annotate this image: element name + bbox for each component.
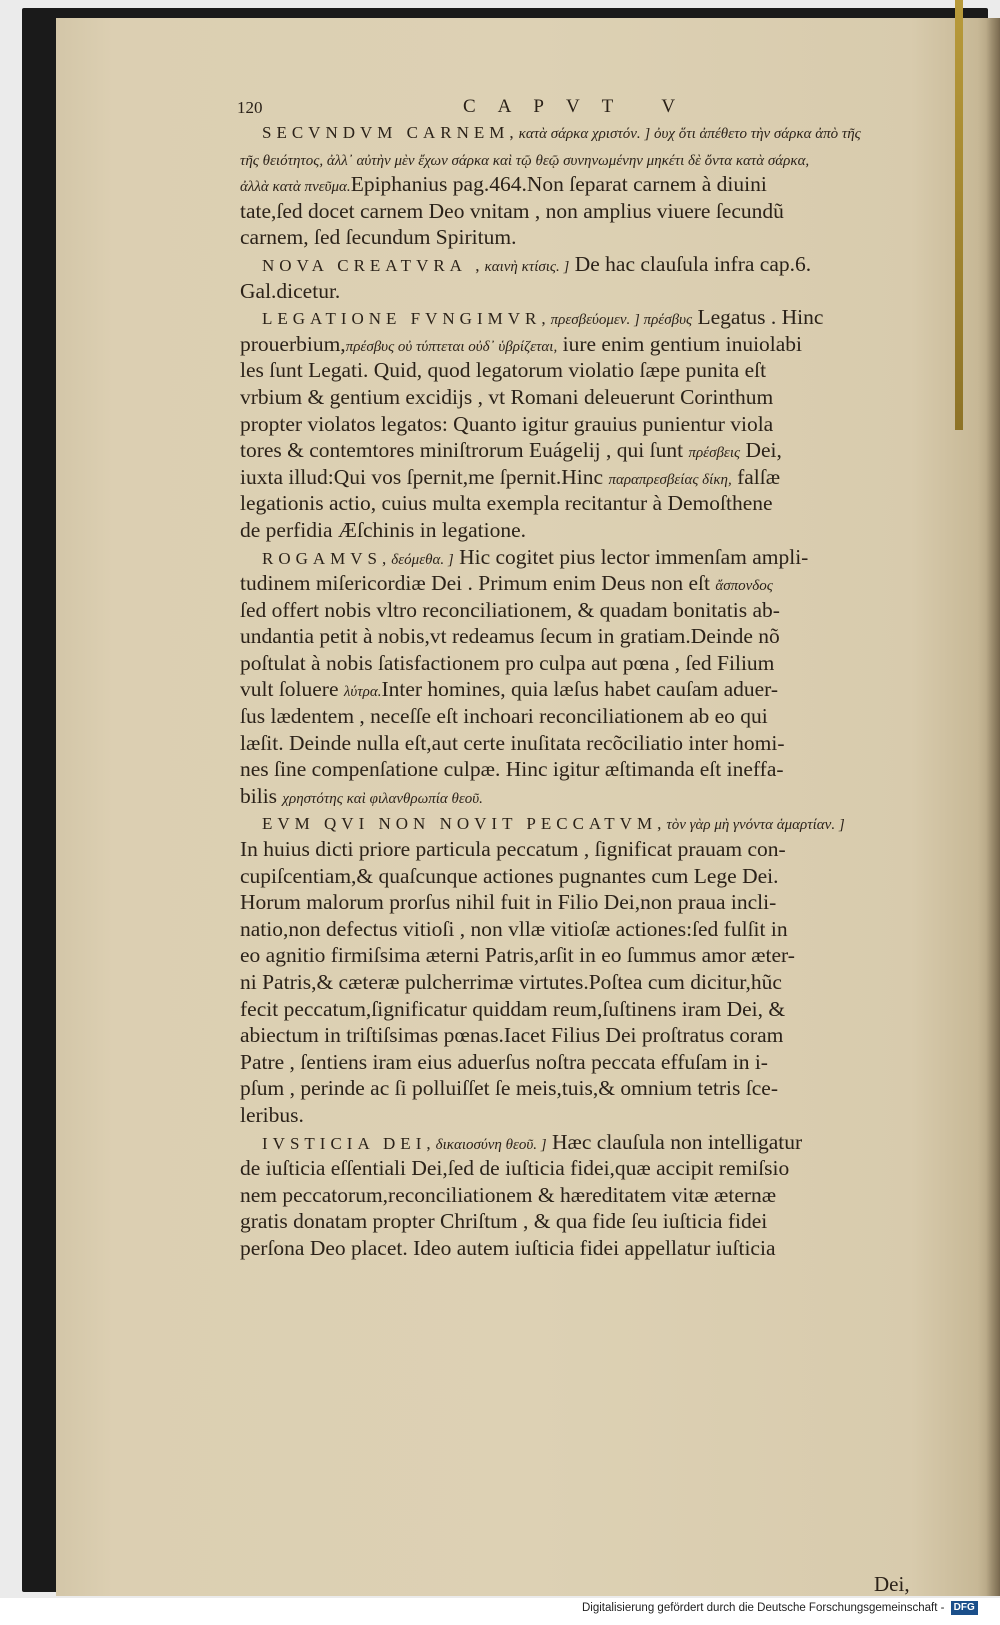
lemma-heading: EVM QVI NON NOVIT PECCATVM, [262,814,667,834]
latin-text: In huius dicti priore particula peccatum , ſignificat prauam con- [240,837,786,862]
text-line [240,1022,946,1049]
text-line [240,969,946,996]
text-line [240,384,946,411]
greek-text: πρέσβεις [688,445,741,462]
text-line [240,331,946,358]
latin-text: gratis donatam propter Chriſtum , & qua fide ſeu iuſticia fidei [240,1209,768,1234]
dfg-logo: DFG [951,1601,978,1615]
text-line [240,1208,946,1235]
latin-text: tudinem miſericordiæ Dei . Primum enim Deus non eſt [240,571,716,596]
lemma-heading: IVSTICIA DEI, [262,1133,436,1153]
text-line [240,942,946,969]
greek-text: πρεσβεύομεν. ] πρέσβυς [550,312,693,329]
greek-text: δεόμεθα. ] [391,551,454,568]
latin-text: nes ſine compenſatione culpæ. Hinc igitur æſtimanda eſt ineffa- [240,757,784,782]
greek-text: κατὰ σάρκα χριστόν. ] ὀυχ ὅτι ἀπέθετο τὴν σάρκα ἀπὸ τῆς [518,126,861,142]
catchword: Dei, [874,1572,910,1596]
latin-text: undantia petit à nobis,vt redeamus ſecum in gratiam.Deinde nõ [240,624,780,649]
lemma-heading: ROGAMVS, [262,548,392,568]
greek-text: λύτρα. [343,684,382,701]
latin-text: De hac clauſula infra cap.6. [569,251,812,276]
latin-text: vult ſoluere [240,677,344,702]
latin-text: propter violatos legatos: Quanto igitur grauius punientur viola [240,411,774,436]
text-line [240,996,946,1023]
text-line [240,437,946,464]
latin-text: Inter homines, quia læſus habet cauſam aduer- [381,677,779,702]
greek-text: πρέσβυς οὐ τύπτεται οὐδ᾿ ὑβρίζεται, [345,338,558,355]
latin-text: legationis actio, cuius multa exempla recitantur à Demoſthene [240,491,773,516]
latin-text: Legatus . Hinc [692,305,824,330]
main-text-block [240,118,946,1262]
latin-text: Hic cogitet pius lector immenſam ampli- [453,544,809,569]
greek-text: τὸν γὰρ μὴ γνόντα ἁμαρτίαν. ] [666,817,845,834]
text-line [240,1049,946,1076]
latin-text: ſed offert nobis vltro reconciliationem, & quadam bonitatis ab- [240,597,780,622]
text-line [240,544,946,571]
text-line [240,1102,946,1129]
greek-text: καινὴ κτίσις. ] [484,258,570,275]
text-line [240,490,946,517]
greek-text: δικαιοσύνη θεοῦ. ] [435,1136,547,1153]
latin-text: eo agnitio firmiſsima æterni Patris,arſit in eo ſummus amor æter- [240,943,795,968]
text-line [240,1155,946,1182]
text-line [240,863,946,890]
text-line [240,145,946,172]
latin-text: iure enim gentium inuiolabi [557,331,803,356]
greek-text: ἄσπονδος [715,578,773,595]
digitization-credit [582,1601,978,1621]
text-line [240,570,946,597]
text-line [240,676,946,703]
running-title: CAPVT V [463,96,698,117]
latin-text: falſæ [731,464,781,489]
latin-text: iuxta illud:Qui vos ſpernit,me ſpernit.Hinc [240,464,609,489]
text-line [240,597,946,624]
latin-text: tate,ſed docet carnem Deo vnitam , non amplius viuere ſecundũ [240,198,784,223]
text-line [240,836,946,863]
latin-text: Patre , ſentiens iram eius aduerſus noſtra peccata effuſam in i- [240,1049,768,1074]
lemma-heading: LEGATIONE FVNGIMVR, [262,309,551,329]
latin-text: cupiſcentiam,& quaſcunque actiones pugnantes cum Lege Dei. [240,863,779,888]
latin-text: læſit. Deinde nulla eſt,aut certe inuſitata recõciliatio inter homi- [240,730,785,755]
text-line [240,1235,946,1262]
lemma-heading: SECVNDVM CARNEM, [262,123,519,142]
latin-text: Hæc clauſula non intelligatur [546,1129,803,1154]
latin-text: pſum , perinde ac ſi polluiſſet ſe meis,tuis,& omnium tetris ſce- [240,1076,778,1101]
text-line [240,916,946,943]
bookmark-ribbon [955,0,963,430]
text-line [240,304,946,331]
latin-text: Horum malorum prorſus nihil fuit in Filio Dei,non praua incli- [240,890,777,915]
credit-text: Digitalisierung gefördert durch die Deutsche Forschungsgemeinschaft - [582,1602,945,1615]
text-line [240,783,946,810]
latin-text: nem peccatorum,reconciliationem & hæreditatem vitæ æternæ [240,1182,777,1207]
latin-text: de perfidia Æſchinis in legatione. [240,517,526,542]
text-line [240,464,946,491]
text-line [240,809,946,836]
latin-text: poſtulat à nobis ſatisfactionem pro culpa aut pœna , ſed Filium [240,650,775,675]
text-line [240,1129,946,1156]
lemma-heading: NOVA CREATVRA , [262,255,485,275]
latin-text: Gal.dicetur. [240,278,341,303]
text-line [240,730,946,757]
text-line [240,171,946,198]
latin-text: natio,non defectus vitioſi , non vllæ vitioſæ actiones:ſed fulſit in [240,916,788,941]
latin-text: Dei, [740,438,782,463]
latin-text: carnem, ſed ſecundum Spiritum. [240,225,517,250]
text-line [240,224,946,251]
text-line [240,278,946,305]
latin-text: perſona Deo placet. Ideo autem iuſticia fidei appellatur iuſticia [240,1235,776,1260]
text-line [240,411,946,438]
latin-text: leribus. [240,1102,304,1127]
latin-text: ſus lædentem , neceſſe eſt inchoari reconciliationem ab eo qui [240,704,768,729]
latin-text: vrbium & gentium excidijs , vt Romani deleuerunt Corinthum [240,384,774,409]
latin-text: les ſunt Legati. Quid, quod legatorum violatio ſæpe punita eſt [240,358,767,383]
latin-text: abiectum in triſtiſsimas pœnas.Iacet Filius Dei proſtratus coram [240,1023,784,1048]
latin-text: fecit peccatum,ſignificatur quiddam reum,ſuſtinens iram Dei, & [240,996,786,1021]
text-line [240,517,946,544]
greek-text: ἀλλὰ κατὰ πνεῦμα. [240,179,351,196]
text-line [240,756,946,783]
text-line [240,251,946,278]
page-number: 120 [237,98,263,117]
greek-text: παραπρεσβείας δίκη, [608,471,732,488]
greek-text: χρηστότης καὶ φιλανθρωπία θεοῦ. [282,790,483,807]
text-line [240,889,946,916]
latin-text: tores & contemtores miniſtrorum Euágelij , qui ſunt [240,438,689,463]
latin-text: Epiphanius pag.464.Non ſeparat carnem à diuini [350,172,767,197]
text-line [240,118,946,145]
text-line [240,623,946,650]
text-line [240,1182,946,1209]
page-gutter-shadow [986,18,1000,1596]
latin-text: ni Patris,& cæteræ pulcherrimæ virtutes.Poſtea cum dicitur,hũc [240,970,782,994]
text-line [240,1075,946,1102]
text-line [240,198,946,225]
greek-text: τῆς θειότητος, ἀλλ᾿ αὐτὴν μὲν ἔχων σάρκα καὶ τῷ θεῷ συνηνωμένην μηκέτι δὲ ὄντα κατὰ σάρκα, [240,152,810,169]
text-line [240,703,946,730]
latin-text: bilis [240,783,283,808]
latin-text: de iuſticia eſſentiali Dei,ſed de iuſticia fidei,quæ accipit remiſsio [240,1156,790,1181]
text-line [240,357,946,384]
latin-text: prouerbium, [240,331,346,356]
text-line [240,650,946,677]
